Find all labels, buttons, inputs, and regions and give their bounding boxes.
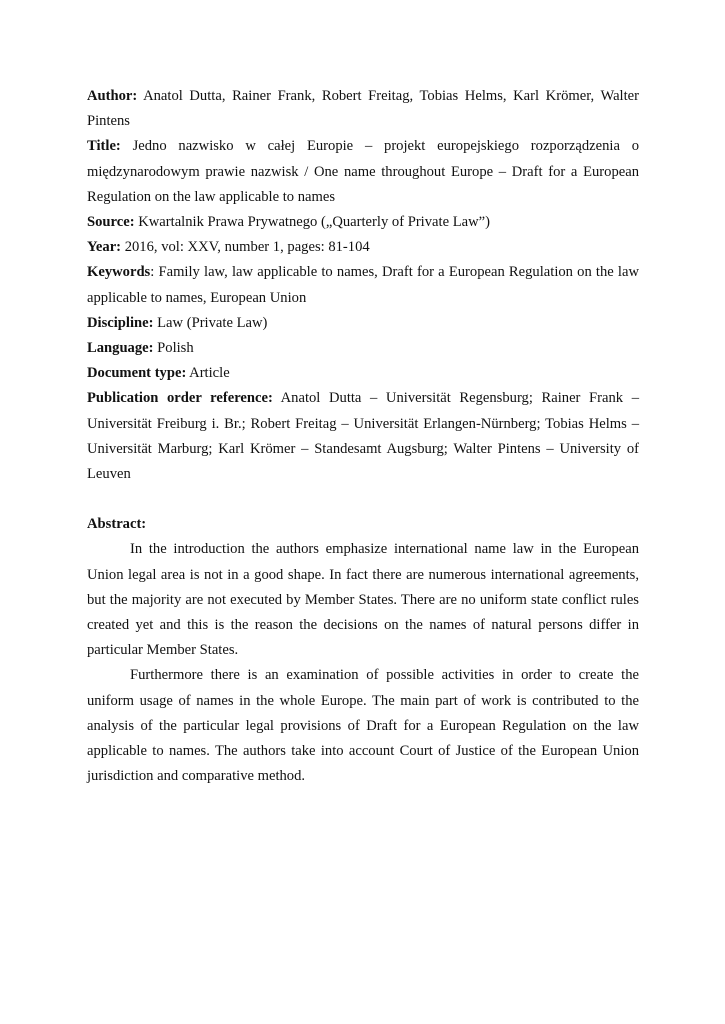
abstract-heading: Abstract: — [87, 516, 147, 533]
keywords-value: : Family law, law applicable to names, Draft for a European Regulation on the law applicable to names, European Union — [87, 264, 639, 306]
document-page — [87, 84, 639, 789]
author-value: Anatol Dutta, Rainer Frank, Robert Freitag, Tobias Helms, Karl Krömer, Walter Pintens — [87, 88, 639, 130]
keywords-line — [87, 260, 639, 310]
year-label: Year: — [87, 239, 122, 256]
discipline-label: Discipline: — [87, 314, 154, 331]
title-line — [87, 134, 639, 210]
abstract-paragraph-2: Furthermore there is an examination of possible activities in order to create the uniform usage of names in the whole Europe. The main part of work is contributed to the analysis of the particular legal provisions of Draft for a European Regulation on the law applicable to names. The authors take into account Court of Justice of the European Union jurisdiction and comparative method. — [87, 667, 639, 785]
publication-reference-value: Anatol Dutta – Universität Regensburg; Rainer Frank – Universität Freiburg i. Br.; Robert Freitag – Universität Erlangen-Nürnberg; Tobias Helms – Universität Marburg; Karl Krömer – Standesamt Augsburg; Walter Pintens – University of Leuven — [87, 390, 639, 483]
author-label: Author: — [87, 88, 138, 104]
language-value: Polish — [157, 340, 194, 357]
document-type-label: Document type: — [87, 365, 187, 382]
discipline-value: Law (Private Law) — [157, 314, 268, 331]
publication-reference-label: Publication order reference: — [87, 390, 273, 407]
year-line — [87, 235, 639, 260]
document-type-value: Article — [189, 365, 230, 382]
title-label: Title: — [87, 138, 121, 155]
source-value: Kwartalnik Prawa Prywatnego („Quarterly of Private Law”) — [138, 214, 490, 231]
source-line — [87, 210, 639, 235]
language-label: Language: — [87, 340, 154, 357]
source-label: Source: — [87, 214, 135, 231]
title-value: Jedno nazwisko w całej Europie – projekt europejskiego rozporządzenia o międzynarodowym prawie nazwisk / One name throughout Europe – Draft for a European Regulation on the law applicable to names — [87, 138, 639, 205]
abstract-paragraph-1: In the introduction the authors emphasize international name law in the European Union legal area is not in a good shape. In fact there are numerous international agreements, but the majority are not executed by Member States. There are no uniform state conflict rules created yet and this is the reason the decisions on the names of natural persons differ in particular Member States. — [87, 541, 639, 659]
document-type-line — [87, 361, 639, 386]
language-line — [87, 336, 639, 361]
keywords-label: Keywords — [87, 264, 151, 281]
year-value: 2016, vol: XXV, number 1, pages: 81-104 — [124, 239, 370, 256]
discipline-line — [87, 311, 639, 336]
author-line — [87, 84, 639, 134]
publication-reference-line — [87, 386, 639, 487]
